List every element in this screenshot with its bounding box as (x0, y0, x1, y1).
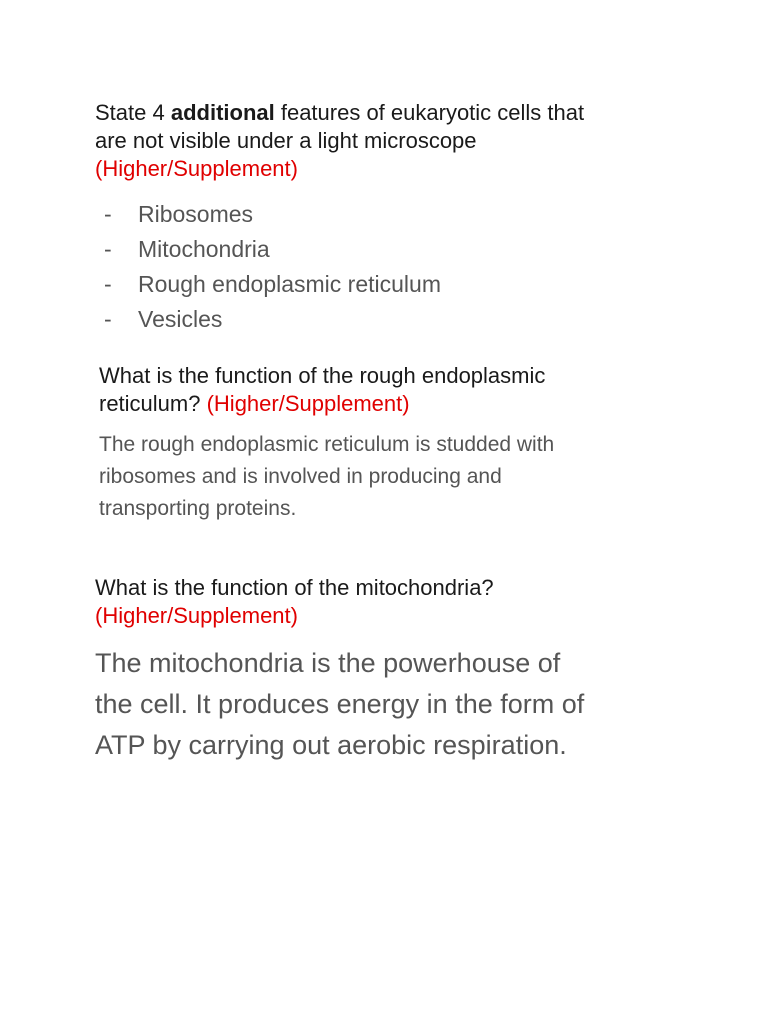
question-2-tag: (Higher/Supplement) (206, 391, 410, 416)
answer-3-line-3: ATP by carrying out aerobic respiration. (95, 730, 567, 760)
question-1-line-1: State 4 additional features of eukaryotic cells that (95, 100, 585, 125)
question-1-tag: (Higher/Supplement) (95, 156, 298, 181)
answer-2-line-3: transporting proteins. (99, 497, 297, 520)
question-2-line-2: reticulum? (Higher/Supplement) (99, 391, 410, 416)
answer-3-line-1: The mitochondria is the powerhouse of (95, 648, 561, 678)
emphasis-additional: additional (170, 100, 275, 125)
question-2 (99, 362, 719, 418)
answer-2 (99, 429, 719, 525)
answer-2-line-2: ribosomes and is involved in producing and (99, 465, 502, 488)
list-item: - Ribosomes (104, 201, 254, 227)
list-item: - Vesicles (104, 306, 223, 332)
question-1-line-2: are not visible under a light microscope (95, 128, 477, 153)
question-3 (95, 574, 715, 630)
answer-2-line-1: The rough endoplasmic reticulum is studded with (99, 433, 555, 456)
question-3-tag: (Higher/Supplement) (95, 603, 298, 628)
question-1 (95, 99, 715, 183)
answer-3-line-2: the cell. It produces energy in the form of (95, 689, 585, 719)
question-2-line-1: What is the function of the rough endoplasmic (99, 363, 546, 388)
answer-1-list (95, 197, 715, 337)
list-item: - Rough endoplasmic reticulum (104, 271, 441, 297)
answer-3 (95, 643, 735, 766)
list-item: - Mitochondria (104, 236, 270, 262)
question-3-line-1: What is the function of the mitochondria? (95, 575, 494, 600)
